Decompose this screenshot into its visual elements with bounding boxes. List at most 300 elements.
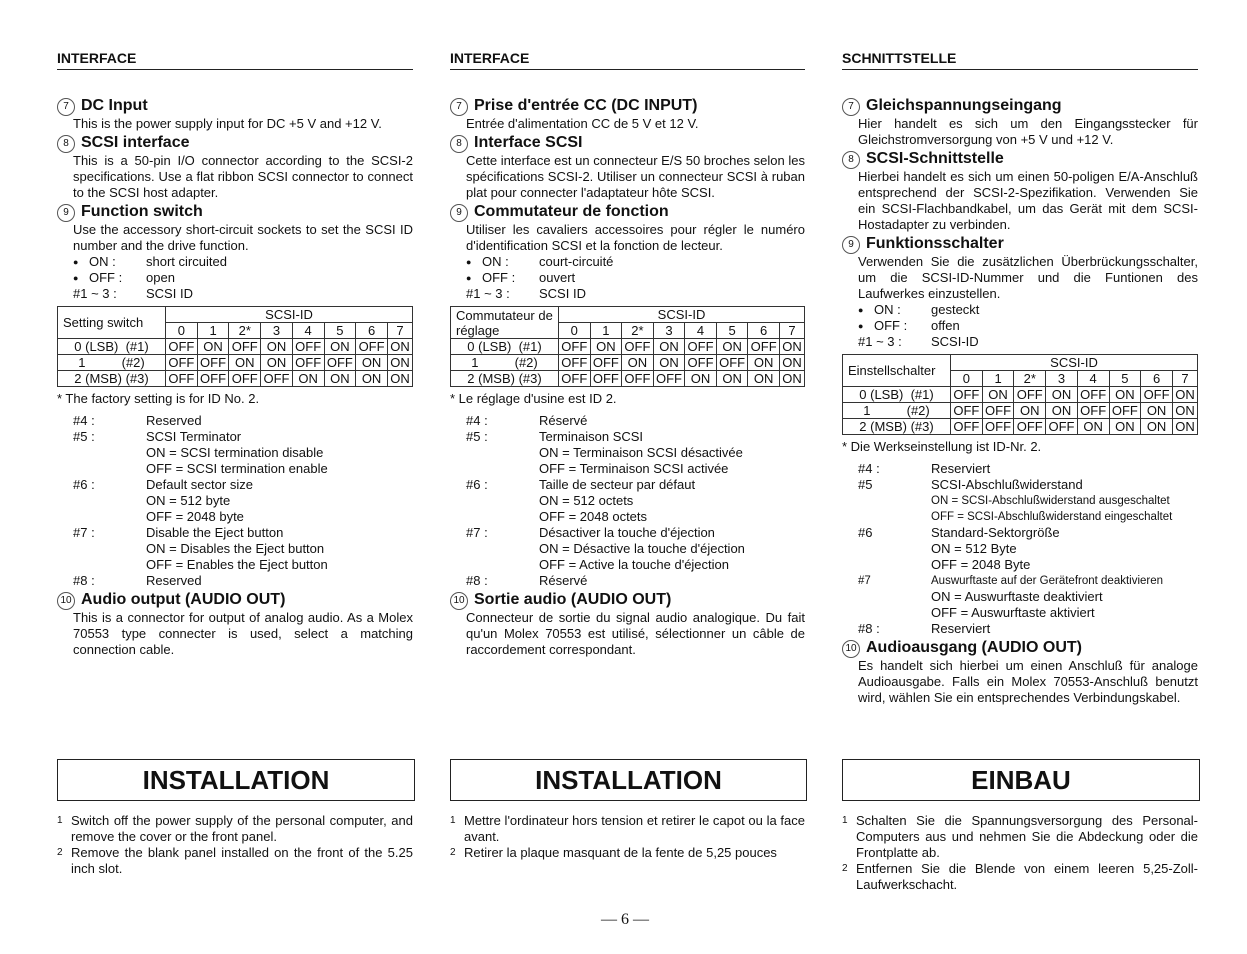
jumper-row <box>57 429 413 445</box>
jumper-key: #6 : <box>73 477 95 492</box>
section-title-text: Commutateur de fonction <box>474 203 669 220</box>
step-text: Switch off the power supply of the personal computer, and remove the cover or the front panel. <box>71 813 413 844</box>
table-cell: ON <box>324 339 356 355</box>
audio-output-text: This is a connector for output of analog audio. As a Molex 70553 type connecter is used, select a matching connection cable. <box>73 610 413 657</box>
table-cell: ON <box>324 371 356 387</box>
table-cell: ON <box>387 355 412 371</box>
jumper-row <box>842 477 1198 493</box>
jumper-key <box>73 509 146 525</box>
table-row <box>451 371 805 387</box>
jumper-row <box>450 557 805 573</box>
table-cell: OFF <box>1077 403 1109 419</box>
jumper-value: OFF = SCSI termination enable <box>146 461 328 476</box>
step-number: 2 <box>842 863 848 874</box>
row-label: 1 (#2) <box>451 355 559 371</box>
jumper-key: #6 : <box>466 477 488 492</box>
audio-output-text: Es handelt sich hierbei um einen Anschluß für analoge Audioausgabe. Falls ein Molex 70553-Anschluß benutzt wird, wählen Sie ein entsprechendes Verbindungskabel. <box>858 658 1198 705</box>
column-german <box>842 48 1198 706</box>
on-option <box>842 302 1198 318</box>
scsi-id-number: 0 <box>559 323 591 339</box>
scsi-id-number: 7 <box>387 323 412 339</box>
bullet-icon: ● <box>858 321 864 331</box>
jumper-value: ON = SCSI termination disable <box>146 445 324 460</box>
jumper-value: ON = Terminaison SCSI désactivée <box>539 445 743 460</box>
factory-setting-note: * Die Werkseinstellung ist ID-Nr. 2. <box>842 439 1042 454</box>
table-cell: ON <box>1046 403 1078 419</box>
id-option-value: SCSI ID <box>146 286 193 301</box>
s10-title <box>57 591 413 610</box>
s7-title <box>842 97 1198 116</box>
table-cell: OFF <box>166 339 198 355</box>
installation-heading-fr: INSTALLATION <box>450 759 807 801</box>
row-label: 2 (MSB) (#3) <box>451 371 559 387</box>
s10-title <box>450 591 805 610</box>
scsi-id-table <box>450 306 805 387</box>
row-label: 0 (LSB) (#1) <box>843 387 951 403</box>
s9-title <box>842 235 1198 254</box>
jumper-value: Terminaison SCSI <box>539 429 644 444</box>
jumper-value: OFF = Enables the Eject button <box>146 557 328 572</box>
dc-input-text: Entrée d'alimentation CC de 5 V et 12 V. <box>466 116 699 131</box>
table-cell: ON <box>1172 403 1197 419</box>
bullet-icon: ● <box>466 273 472 283</box>
jumper-key <box>73 461 146 477</box>
off-option <box>842 318 1198 334</box>
scsi-id-number: 1 <box>982 371 1014 387</box>
table-cell: OFF <box>685 355 717 371</box>
table-cell: ON <box>716 371 748 387</box>
section-title-text: Gleichspannungseingang <box>866 97 1062 114</box>
jumper-row <box>450 541 805 557</box>
table-cell: OFF <box>197 371 229 387</box>
scsi-id-number: 3 <box>261 323 293 339</box>
s8-title <box>450 134 805 153</box>
column-english <box>57 48 413 658</box>
jumper-value: Reserved <box>146 573 202 588</box>
table-cell: ON <box>292 371 324 387</box>
jumper-key <box>466 445 539 461</box>
step-number: 1 <box>57 815 63 826</box>
step-text: Remove the blank panel installed on the front of the 5.25 inch slot. <box>71 845 413 876</box>
section-title-text: Audioausgang (AUDIO OUT) <box>866 639 1082 656</box>
bullet-icon: ● <box>73 257 79 267</box>
jumper-key: #5 : <box>73 429 95 444</box>
table-cell: OFF <box>292 355 324 371</box>
table-cell: ON <box>1077 419 1109 435</box>
table-cell: OFF <box>1109 403 1141 419</box>
jumper-value: ON = Désactive la touche d'éjection <box>539 541 745 556</box>
jumper-row <box>57 477 413 493</box>
on-option-key: ON : <box>482 254 509 269</box>
jumper-row <box>450 477 805 493</box>
scsi-id-table <box>842 354 1198 435</box>
jumper-row <box>57 493 413 509</box>
table-cell: ON <box>779 371 804 387</box>
installation-steps-de <box>842 813 1198 893</box>
column-french <box>450 48 805 658</box>
jumper-key <box>466 509 539 525</box>
table-cell: OFF <box>622 371 654 387</box>
jumper-value: ON = 512 byte <box>146 493 231 508</box>
bullet-icon: ● <box>73 273 79 283</box>
section-title-text: Interface SCSI <box>474 134 583 151</box>
jumper-value: ON = Disables the Eject button <box>146 541 325 556</box>
table-cell: ON <box>748 355 780 371</box>
factory-setting-note: * The factory setting is for ID No. 2. <box>57 391 260 406</box>
table-cell: OFF <box>1046 419 1078 435</box>
table-cell: OFF <box>653 371 685 387</box>
table-cell: ON <box>229 355 261 371</box>
s8-title <box>57 134 413 153</box>
factory-setting-note: * Le réglage d'usine est ID 2. <box>450 391 617 406</box>
circled-number-icon: 9 <box>842 236 860 254</box>
table-cell: ON <box>1014 403 1046 419</box>
section-title-text: Prise d'entrée CC (DC INPUT) <box>474 97 698 114</box>
jumper-value: Reserviert <box>931 461 991 476</box>
scsi-id-number: 5 <box>1109 371 1141 387</box>
jumper-value: Reserviert <box>931 621 991 636</box>
id-option-key: #1 ~ 3 : <box>858 334 902 349</box>
scsi-id-number: 5 <box>324 323 356 339</box>
row-label: 1 (#2) <box>843 403 951 419</box>
install-step <box>450 813 805 845</box>
jumper-value: ON = 512 Byte <box>931 541 1017 556</box>
installation-steps-en <box>57 813 413 877</box>
row-label: 2 (MSB) (#3) <box>843 419 951 435</box>
s9-title <box>57 203 413 222</box>
table-cell: OFF <box>685 339 717 355</box>
on-option-value: short circuited <box>146 254 227 269</box>
jumper-key: #7 <box>858 575 871 587</box>
jumper-key <box>858 541 931 557</box>
section-title-text: DC Input <box>81 97 148 114</box>
row-label: 0 (LSB) (#1) <box>451 339 559 355</box>
scsi-id-number: 7 <box>1172 371 1197 387</box>
install-step <box>842 813 1198 861</box>
off-option-value: ouvert <box>539 270 576 285</box>
jumper-value: Réservé <box>539 413 588 428</box>
off-option <box>450 270 805 286</box>
jumper-row <box>57 509 413 525</box>
function-switch-text: Use the accessory short-circuit sockets to set the SCSI ID number and the drive function. <box>73 222 413 253</box>
jumper-value: ON = Auswurftaste deaktiviert <box>931 589 1103 604</box>
jumper-value: OFF = 2048 byte <box>146 509 244 524</box>
jumper-row <box>57 573 413 589</box>
table-cell: ON <box>387 371 412 387</box>
jumper-row <box>450 445 805 461</box>
scsi-id-number: 4 <box>1077 371 1109 387</box>
jumper-row <box>450 461 805 477</box>
column-header: INTERFACE <box>57 48 413 70</box>
step-number: 1 <box>450 815 456 826</box>
circled-number-icon: 7 <box>450 98 468 116</box>
dc-input-text: This is the power supply input for DC +5 V and +12 V. <box>73 116 382 131</box>
jumper-row <box>57 445 413 461</box>
jumper-key <box>858 589 931 605</box>
table-cell: ON <box>1109 419 1141 435</box>
table-cell: ON <box>1172 387 1197 403</box>
section-title-text: Function switch <box>81 203 203 220</box>
jumper-value: SCSI-Abschlußwiderstand <box>931 477 1083 492</box>
section-title-text: Funktionsschalter <box>866 235 1004 252</box>
audio-output-text: Connecteur de sortie du signal audio analogique. Du fait qu'un Molex 70553 est utilisé, sélectionner un câble de raccordement correspondant. <box>466 610 805 657</box>
id-option-key: #1 ~ 3 : <box>73 286 117 301</box>
table-cell: OFF <box>229 339 261 355</box>
spacer <box>842 70 1198 95</box>
jumper-row <box>842 461 1198 477</box>
function-switch-text: Verwenden Sie die zusätzlichen Überbrückungsschalter, um die SCSI-ID-Nummer und die Funtionen des Laufwerkes einzustellen. <box>858 254 1198 301</box>
jumper-value: Désactiver la touche d'éjection <box>539 525 715 540</box>
jumper-key: #6 <box>858 525 873 540</box>
jumper-key: #4 : <box>73 413 95 428</box>
circled-number-icon: 9 <box>57 204 75 222</box>
circled-number-icon: 7 <box>57 98 75 116</box>
jumper-value: OFF = SCSI-Abschlußwiderstand eingeschaltet <box>931 511 1173 523</box>
jumper-value: Réservé <box>539 573 588 588</box>
jumper-key <box>73 541 146 557</box>
table-cell: OFF <box>292 339 324 355</box>
table-cell: OFF <box>951 387 983 403</box>
scsi-id-number: 6 <box>356 323 388 339</box>
jumper-value: ON = 512 octets <box>539 493 634 508</box>
s9-title <box>450 203 805 222</box>
jumper-value: ON = SCSI-Abschlußwiderstand ausgeschaltet <box>931 495 1170 507</box>
scsi-id-number: 2* <box>1014 371 1046 387</box>
jumper-key <box>466 493 539 509</box>
table-cell: ON <box>1172 419 1197 435</box>
jumper-value: Standard-Sektorgröße <box>931 525 1060 540</box>
jumper-key <box>73 445 146 461</box>
on-option-value: court-circuité <box>539 254 614 269</box>
on-option <box>450 254 805 270</box>
jumper-key <box>858 557 931 573</box>
jumper-key: #5 <box>858 477 873 492</box>
table-row <box>843 387 1198 403</box>
table-cell: OFF <box>622 339 654 355</box>
scsi-interface-text: Cette interface est un connecteur E/S 50 broches selon les spécifications SCSI-2. Utiliser un connecteur SCSI à ruban plat pour connecter l'adaptateur hôte SCSI. <box>466 153 805 200</box>
jumper-key <box>858 509 931 525</box>
table-cell: OFF <box>356 339 388 355</box>
table-cell: OFF <box>559 371 591 387</box>
table-cell: OFF <box>748 339 780 355</box>
off-option-key: OFF : <box>89 270 123 285</box>
jumper-row <box>842 541 1198 557</box>
id-option-value: SCSI ID <box>539 286 586 301</box>
jumper-value: OFF = Terminaison SCSI activée <box>539 461 729 476</box>
jumper-row <box>450 493 805 509</box>
jumper-key: #8 : <box>466 573 488 588</box>
table-cell: OFF <box>166 355 198 371</box>
jumper-row <box>450 509 805 525</box>
circled-number-icon: 10 <box>842 640 860 658</box>
section-title-text: SCSI-Schnittstelle <box>866 150 1004 167</box>
dc-input-text: Hier handelt es sich um den Eingangsstecker für Gleichstromversorgung von +5 V und +12 V. <box>858 116 1198 147</box>
circled-number-icon: 7 <box>842 98 860 116</box>
scsi-id-number: 2* <box>622 323 654 339</box>
installation-heading-en: INSTALLATION <box>57 759 415 801</box>
jumper-key <box>73 493 146 509</box>
jumper-row <box>57 413 413 429</box>
on-option <box>57 254 413 270</box>
function-switch-text: Utiliser les cavaliers accessoires pour régler le numéro d'identification SCSI et la fonction de lecteur. <box>466 222 805 253</box>
table-cell: OFF <box>1014 419 1046 435</box>
table-cell: ON <box>1141 419 1173 435</box>
jumper-row <box>450 413 805 429</box>
jumper-value: Default sector size <box>146 477 253 492</box>
circled-number-icon: 10 <box>450 592 468 610</box>
table-cell: OFF <box>197 355 229 371</box>
jumper-value: Reserved <box>146 413 202 428</box>
jumper-row <box>450 525 805 541</box>
table-row <box>843 419 1198 435</box>
install-step <box>842 861 1198 893</box>
installation-heading-de: EINBAU <box>842 759 1200 801</box>
table-cell: ON <box>356 371 388 387</box>
table-cell: ON <box>387 339 412 355</box>
jumper-row <box>842 493 1198 509</box>
jumper-key: #4 : <box>466 413 488 428</box>
jumper-value: Auswurftaste auf der Gerätefront deaktivieren <box>931 575 1164 587</box>
table-cell: ON <box>197 339 229 355</box>
scsi-id-number: 2* <box>229 323 261 339</box>
s10-title <box>842 639 1198 658</box>
table-row <box>843 403 1198 419</box>
bullet-icon: ● <box>466 257 472 267</box>
id-option <box>57 286 413 302</box>
step-number: 2 <box>57 847 63 858</box>
jumper-row <box>57 525 413 541</box>
column-header: SCHNITTSTELLE <box>842 48 1198 70</box>
jumper-row <box>57 461 413 477</box>
table-cell: OFF <box>982 419 1014 435</box>
scsi-id-number: 3 <box>1046 371 1078 387</box>
scsi-id-number: 0 <box>951 371 983 387</box>
scsi-id-number: 1 <box>590 323 622 339</box>
jumper-row <box>57 557 413 573</box>
jumper-key <box>466 541 539 557</box>
jumper-value: OFF = Auswurftaste aktiviert <box>931 605 1095 620</box>
circled-number-icon: 8 <box>842 151 860 169</box>
table-cell: OFF <box>716 355 748 371</box>
table-corner-label: Commutateur de réglage <box>451 307 559 339</box>
jumper-row <box>842 589 1198 605</box>
table-cell: ON <box>779 339 804 355</box>
off-option <box>57 270 413 286</box>
table-cell: OFF <box>1014 387 1046 403</box>
section-title-text: SCSI interface <box>81 134 190 151</box>
table-cell: ON <box>1109 387 1141 403</box>
on-option-key: ON : <box>874 302 901 317</box>
installation-steps-fr <box>450 813 805 861</box>
table-cell: ON <box>356 355 388 371</box>
table-cell: OFF <box>559 355 591 371</box>
table-cell: OFF <box>1141 387 1173 403</box>
table-corner-label: Einstellschalter <box>843 355 951 387</box>
jumper-key <box>466 557 539 573</box>
jumper-row <box>842 605 1198 621</box>
jumper-row <box>57 541 413 557</box>
scsi-id-number: 1 <box>197 323 229 339</box>
table-cell: OFF <box>982 403 1014 419</box>
jumper-row <box>842 573 1198 589</box>
jumper-key <box>73 557 146 573</box>
circled-number-icon: 8 <box>450 135 468 153</box>
id-option <box>450 286 805 302</box>
scsi-id-number: 4 <box>292 323 324 339</box>
section-title-text: Audio output (AUDIO OUT) <box>81 591 286 608</box>
table-cell: OFF <box>951 403 983 419</box>
column-header: INTERFACE <box>450 48 805 70</box>
scsi-id-number: 3 <box>653 323 685 339</box>
table-cell: ON <box>622 355 654 371</box>
jumper-key <box>858 605 931 621</box>
step-number: 1 <box>842 815 848 826</box>
scsi-id-number: 6 <box>1141 371 1173 387</box>
jumper-key: #7 : <box>73 525 95 540</box>
table-cell: OFF <box>559 339 591 355</box>
jumper-key: #5 : <box>466 429 488 444</box>
table-cell: ON <box>653 355 685 371</box>
section-title-text: Sortie audio (AUDIO OUT) <box>474 591 672 608</box>
scsi-interface-text: This is a 50-pin I/O connector according to the SCSI-2 specifications. Use a flat ribbon SCSI connector to connect to the SCSI host adapter. <box>73 153 413 200</box>
jumper-key: #7 : <box>466 525 488 540</box>
table-cell: ON <box>716 339 748 355</box>
table-cell: ON <box>685 371 717 387</box>
id-option <box>842 334 1198 350</box>
table-cell: OFF <box>951 419 983 435</box>
jumper-key: #8 : <box>73 573 95 588</box>
scsi-id-header: SCSI-ID <box>951 355 1198 371</box>
id-option-key: #1 ~ 3 : <box>466 286 510 301</box>
install-step <box>57 845 413 877</box>
table-cell: ON <box>748 371 780 387</box>
install-step <box>57 813 413 845</box>
table-cell: OFF <box>590 371 622 387</box>
jumper-row <box>450 573 805 589</box>
s7-title <box>450 97 805 116</box>
jumper-key: #4 : <box>858 461 880 476</box>
scsi-id-number: 0 <box>166 323 198 339</box>
jumper-value: OFF = 2048 Byte <box>931 557 1031 572</box>
circled-number-icon: 8 <box>57 135 75 153</box>
off-option-key: OFF : <box>874 318 908 333</box>
id-option-value: SCSI-ID <box>931 334 979 349</box>
table-cell: OFF <box>229 371 261 387</box>
scsi-id-number: 6 <box>748 323 780 339</box>
jumper-value: Disable the Eject button <box>146 525 284 540</box>
table-row <box>58 339 413 355</box>
jumper-value: SCSI Terminator <box>146 429 242 444</box>
scsi-id-table <box>57 306 413 387</box>
jumper-row <box>450 429 805 445</box>
table-row <box>451 339 805 355</box>
table-cell: OFF <box>1077 387 1109 403</box>
table-cell: ON <box>261 355 293 371</box>
table-cell: ON <box>1046 387 1078 403</box>
jumper-row <box>842 525 1198 541</box>
table-cell: ON <box>590 339 622 355</box>
s7-title <box>57 97 413 116</box>
table-cell: ON <box>653 339 685 355</box>
scsi-interface-text: Hierbei handelt es sich um einen 50-poligen E/A-Anschluß entsprechend der SCSI-2-Spezifikation. Verwenden Sie ein SCSI-Flachbandkabel, um das Gerät mit dem SCSI-Hostadapter zu verbinden. <box>858 169 1198 232</box>
scsi-id-number: 4 <box>685 323 717 339</box>
step-text: Retirer la plaque masquant de la fente de 5,25 pouces <box>464 845 777 860</box>
spacer <box>450 70 805 95</box>
row-label: 0 (LSB) (#1) <box>58 339 166 355</box>
table-row <box>58 371 413 387</box>
jumper-key: #8 : <box>858 621 880 636</box>
row-label: 1 (#2) <box>58 355 166 371</box>
